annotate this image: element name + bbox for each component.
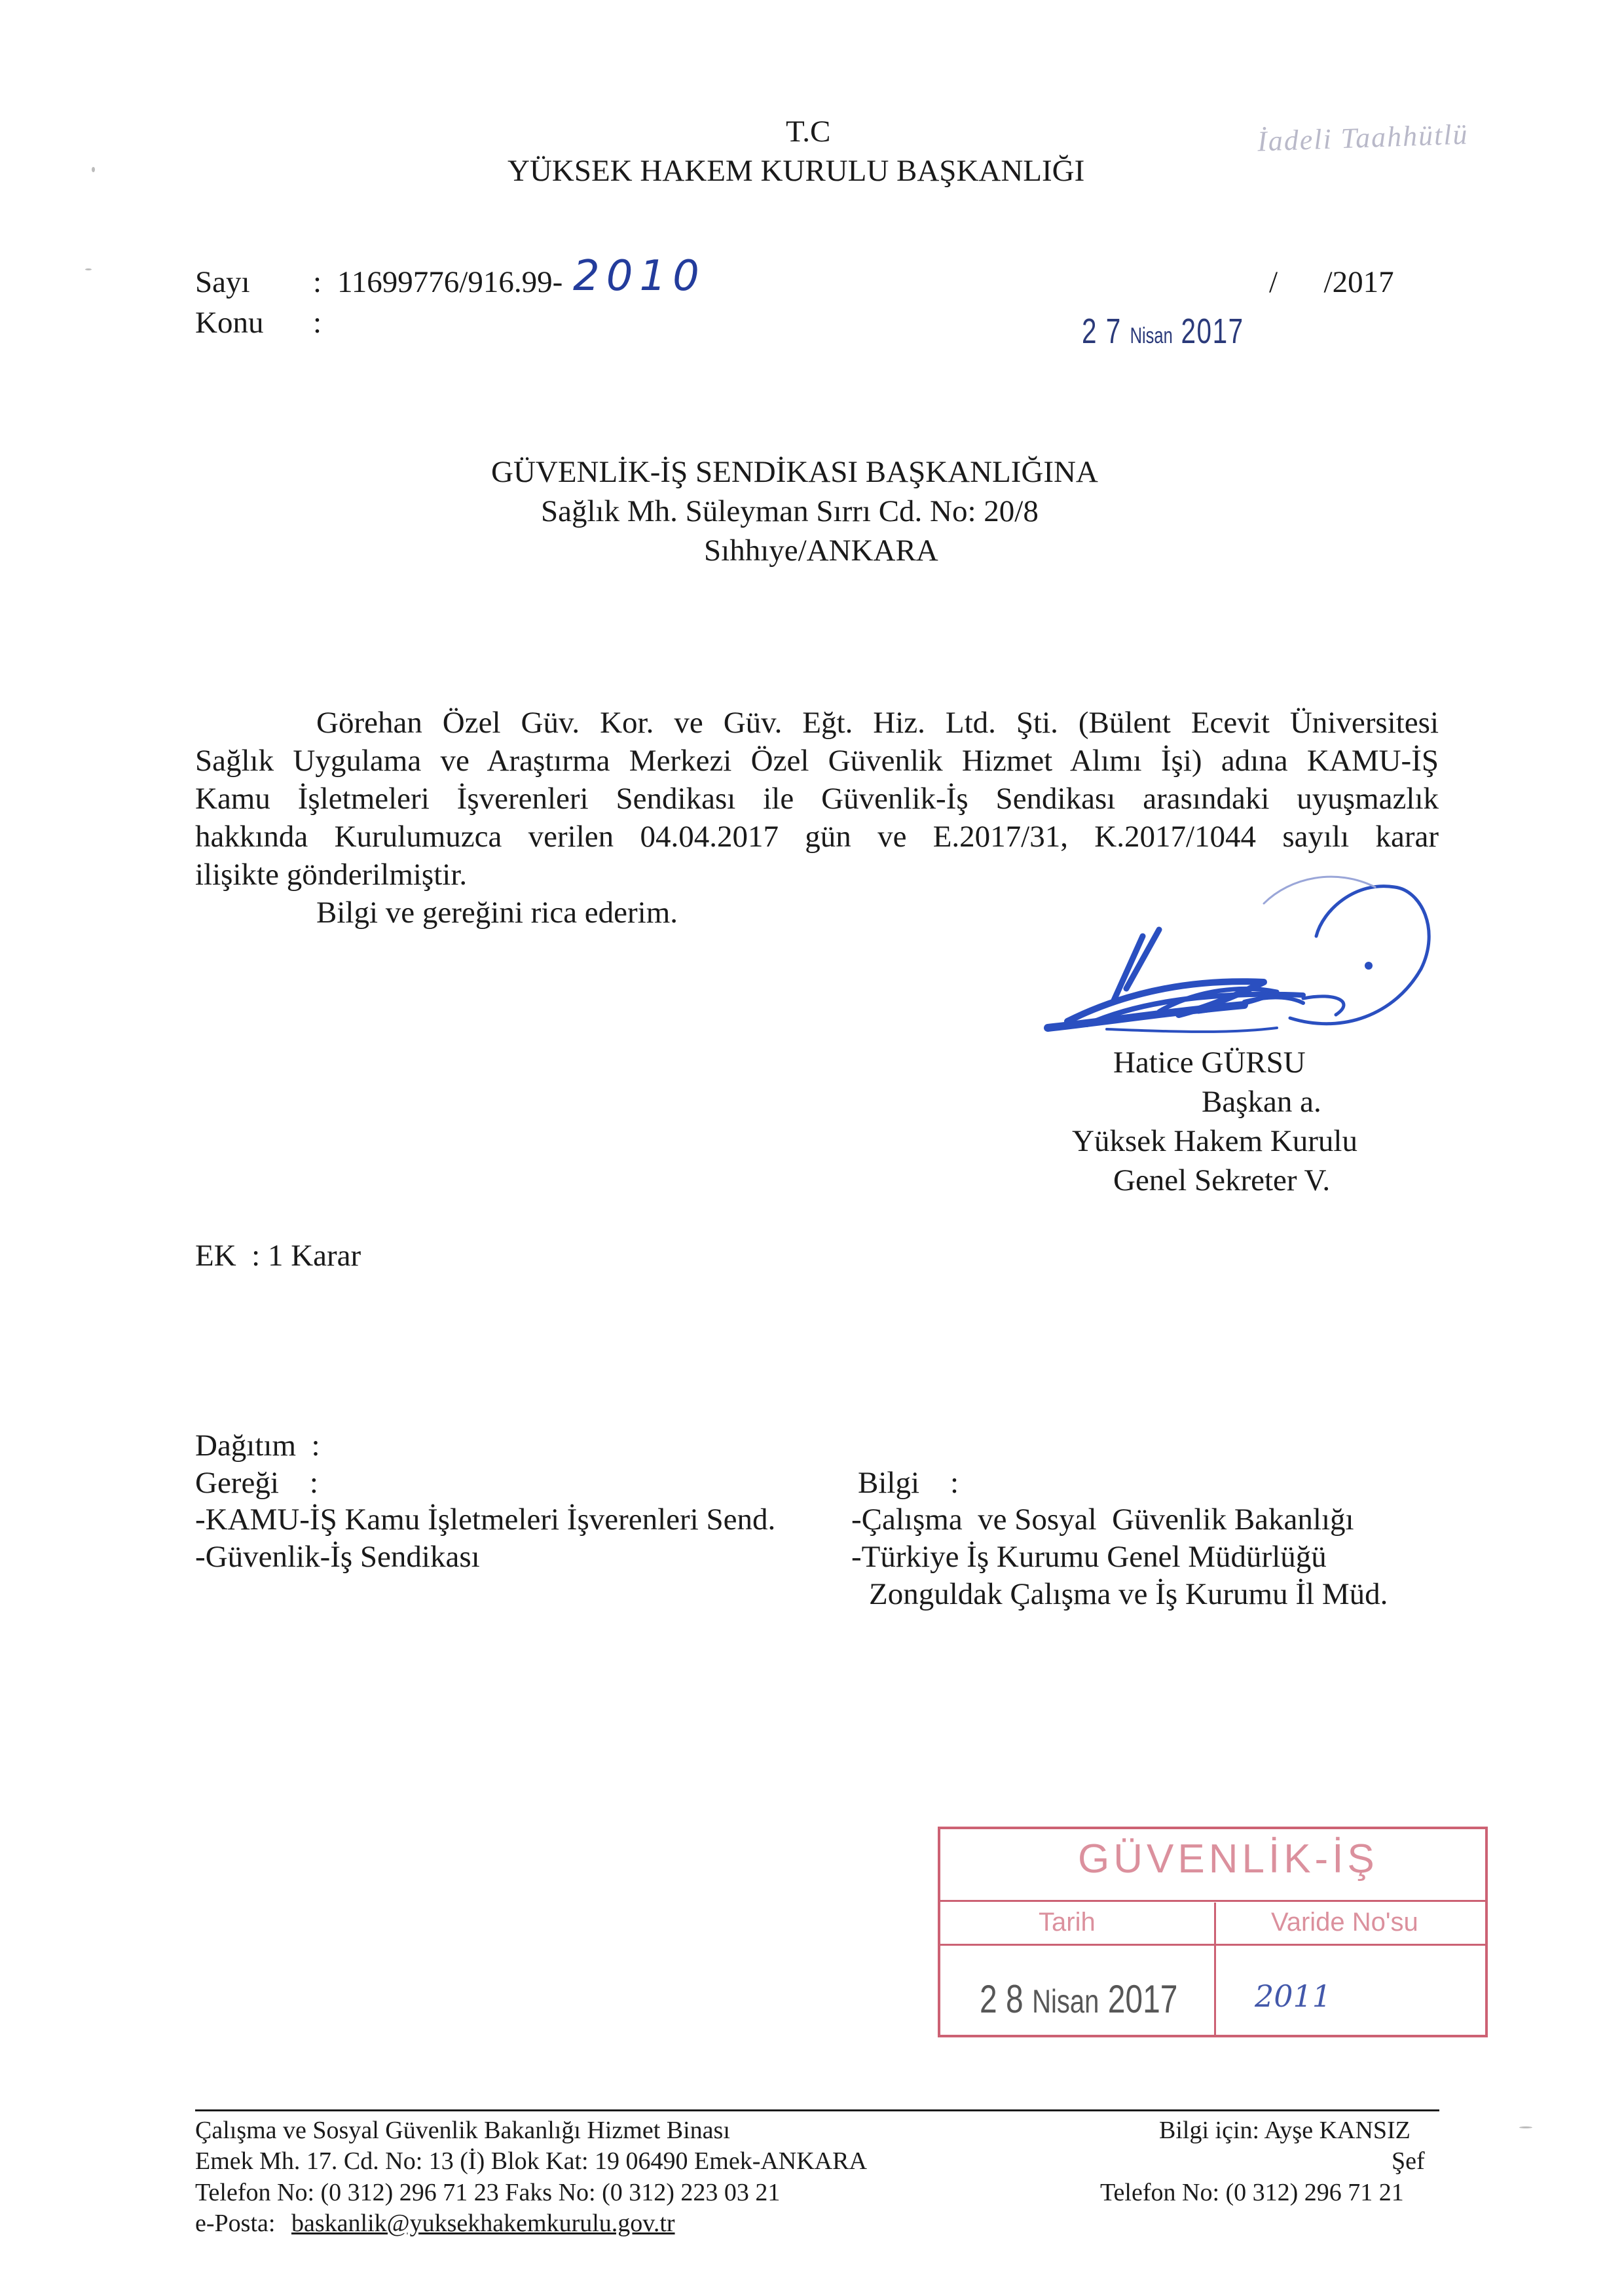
- header-tc: T.C: [786, 115, 831, 149]
- body-line: hakkında Kurulumuzca verilen 04.04.2017 gün ve E.2017/31, K.2017/1044 sayılı karar: [195, 820, 1439, 854]
- handwritten-signature: [1028, 858, 1447, 1054]
- addressee-street: Sağlık Mh. Süleyman Sırrı Cd. No: 20/8: [541, 494, 1039, 528]
- date-stamp-year: 2017: [1181, 312, 1244, 351]
- receipt-date-month: Nisan: [1032, 1983, 1099, 2020]
- geregi-recipient: -KAMU-İŞ Kamu İşletmeleri İşverenleri Send.: [195, 1503, 776, 1537]
- receipt-stamp-divider: [940, 1944, 1485, 1946]
- signatory-institution: Yüksek Hakem Kurulu: [1072, 1124, 1357, 1158]
- bilgi-recipient: -Türkiye İş Kurumu Genel Müdürlüğü: [851, 1540, 1327, 1574]
- receipt-stamp-number-header: Varide No'su: [1271, 1908, 1418, 1937]
- footer-building: Çalışma ve Sosyal Güvenlik Bakanlığı Hizmet Binası: [195, 2117, 730, 2144]
- date-stamp: [1082, 311, 1244, 352]
- distribution-label: Dağıtım :: [195, 1429, 320, 1463]
- signatory-role: Başkan a.: [1202, 1085, 1321, 1119]
- footer-contact-person: Bilgi için: Ayşe KANSIZ: [1159, 2117, 1411, 2144]
- receipt-stamp-number: 2011: [1255, 1978, 1332, 2014]
- receipt-stamp-date-header: Tarih: [1039, 1908, 1096, 1937]
- body-line: Kamu İşletmeleri İşverenleri Sendikası ile Güvenlik-İş Sendikası arasındaki uyuşmazlık: [195, 782, 1439, 816]
- konu-label: Konu: [195, 306, 264, 340]
- body-line: ilişikte gönderilmiştir.: [195, 858, 468, 892]
- geregi-recipient: -Güvenlik-İş Sendikası: [195, 1540, 480, 1574]
- body-line: Görehan Özel Güv. Kor. ve Güv. Eğt. Hiz. Ltd. Şti. (Bülent Ecevit Üniversitesi: [316, 706, 1439, 740]
- sayi-year: / /2017: [1269, 265, 1394, 299]
- footer-divider: [195, 2109, 1439, 2111]
- footer-email-link[interactable]: baskanlik@yuksekhakemkurulu.gov.tr: [291, 2210, 675, 2237]
- sayi-label: Sayı: [195, 265, 250, 299]
- bilgi-label: Bilgi :: [858, 1466, 959, 1500]
- konu-colon: :: [313, 306, 322, 340]
- addressee-name: GÜVENLİK-İŞ SENDİKASI BAŞKANLIĞINA: [491, 455, 1098, 489]
- bilgi-recipient: -Çalışma ve Sosyal Güvenlik Bakanlığı: [851, 1503, 1354, 1537]
- footer-email-label: e-Posta:: [195, 2210, 276, 2237]
- sayi-colon: :: [313, 265, 322, 299]
- footer-contact-title: Şef: [1392, 2147, 1425, 2175]
- geregi-label: Gereği :: [195, 1466, 318, 1500]
- date-stamp-month: Nisan: [1130, 323, 1173, 348]
- scan-speck: [1519, 2126, 1532, 2128]
- institution-title: YÜKSEK HAKEM KURULU BAŞKANLIĞI: [507, 154, 1085, 188]
- bilgi-recipient: Zonguldak Çalışma ve İş Kurumu İl Müd.: [869, 1577, 1388, 1611]
- receipt-stamp-column-divider: [1214, 1903, 1216, 2035]
- footer-address: Emek Mh. 17. Cd. No: 13 (İ) Blok Kat: 19 06490 Emek-ANKARA: [195, 2147, 867, 2175]
- footer-phone-fax: Telefon No: (0 312) 296 71 23 Faks No: (0 312) 223 03 21: [195, 2179, 781, 2206]
- body-line: Sağlık Uygulama ve Araştırma Merkezi Özel Güvenlik Hizmet Alımı İşi) adına KAMU-İŞ: [195, 744, 1439, 778]
- signatory-title: Genel Sekreter V.: [1113, 1163, 1331, 1197]
- scan-speck: [85, 268, 92, 270]
- registered-mail-stamp: İadeli Taahhütlü: [1257, 118, 1469, 158]
- receipt-stamp: [938, 1827, 1488, 2037]
- sayi-handwritten-number: 2010: [573, 252, 706, 301]
- addressee-city: Sıhhıye/ANKARA: [704, 534, 938, 568]
- scan-speck: [92, 167, 95, 172]
- receipt-stamp-divider: [940, 1900, 1485, 1902]
- receipt-date-day: 2 8: [980, 1977, 1024, 2021]
- sayi-value: 11699776/916.99-: [337, 265, 563, 299]
- receipt-stamp-date: [980, 1977, 1177, 2022]
- attachment-note: EK : 1 Karar: [195, 1239, 361, 1273]
- closing-line: Bilgi ve gereğini rica ederim.: [316, 896, 678, 930]
- date-stamp-day: 2 7: [1082, 312, 1122, 351]
- receipt-stamp-org: GÜVENLİK-İŞ: [1078, 1836, 1378, 1882]
- signatory-name: Hatice GÜRSU: [1113, 1046, 1306, 1080]
- footer-contact-phone: Telefon No: (0 312) 296 71 21: [1100, 2179, 1404, 2206]
- receipt-date-year: 2017: [1107, 1977, 1178, 2021]
